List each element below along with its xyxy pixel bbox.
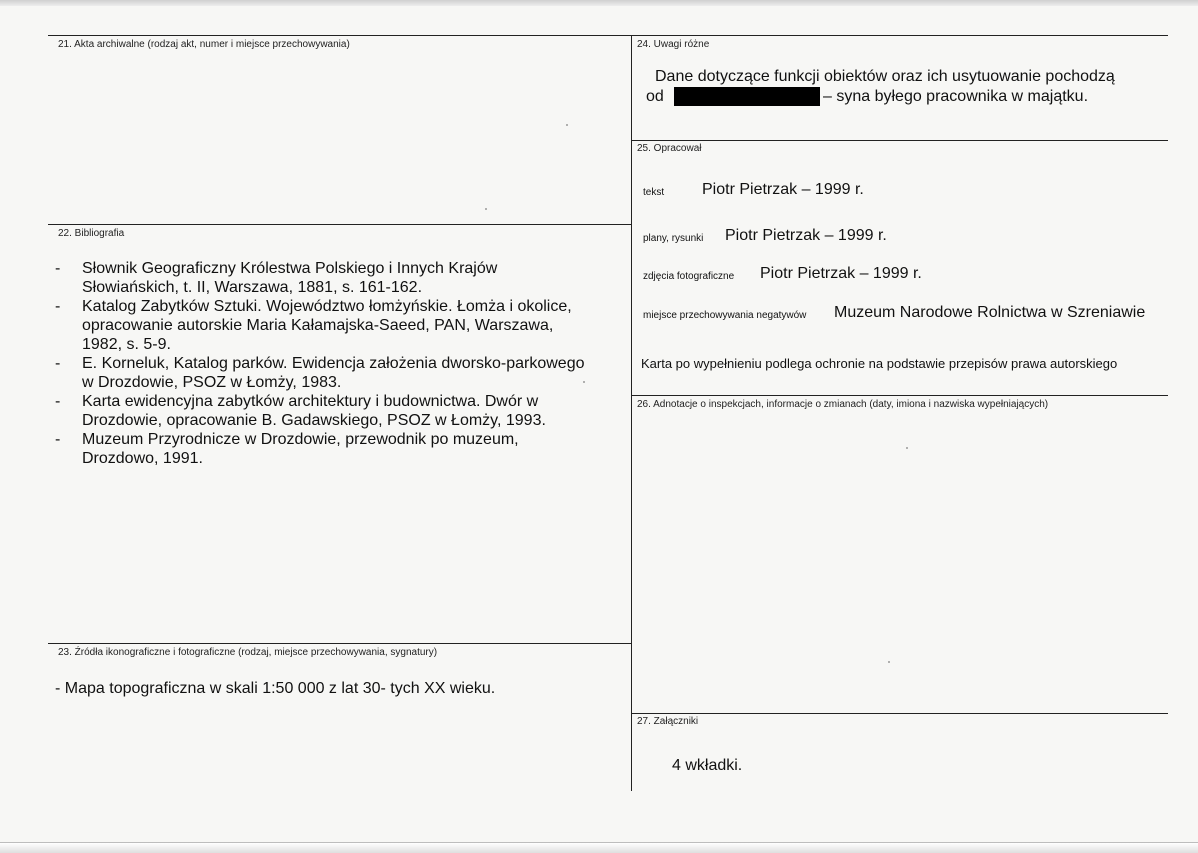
author-drawings-label: plany, rysunki: [643, 233, 704, 244]
scan-top-edge: [0, 0, 1198, 6]
section-27-label: 27. Załączniki: [637, 716, 699, 727]
author-drawings-value: Piotr Pietrzak – 1999 r.: [725, 227, 887, 244]
rule-25-26: [631, 395, 1168, 396]
scan-speck: [888, 661, 890, 663]
author-text-label: tekst: [643, 187, 665, 198]
attachments-value: 4 wkładki.: [672, 757, 743, 774]
section-22-label: 22. Bibliografia: [58, 228, 125, 239]
remarks-line-2-prefix: od: [646, 88, 664, 105]
section-21-label: 21. Akta archiwalne (rodzaj akt, numer i miejsce przechowywania): [58, 39, 350, 50]
section-26-label: 26. Adnotacje o inspekcjach, informacje o zmianach (daty, imiona i nazwiska wypełniających): [637, 399, 1049, 410]
copyright-notice: Karta po wypełnieniu podlega ochronie na podstawie przepisów prawa autorskiego: [641, 356, 1118, 371]
scan-speck: [906, 447, 908, 449]
section-25-label: 25. Opracował: [637, 143, 702, 154]
negatives-location-value: Muzeum Narodowe Rolnictwa w Szreniawie: [834, 304, 1146, 321]
bibliography-item: - Karta ewidencyjna zabytków architektury i budownictwa. Dwór w Drozdowie, opracowanie B. Gadawskiego, PSOZ w Łomży, 1993.: [55, 393, 546, 429]
bibliography-item: - Muzeum Przyrodnicze w Drozdowie, przewodnik po muzeum, Drozdowo, 1991.: [55, 431, 519, 467]
remarks-line-2-suffix: – syna byłego pracownika w majątku.: [823, 88, 1089, 105]
author-text-value: Piotr Pietrzak – 1999 r.: [702, 181, 864, 198]
bibliography-list: [55, 259, 635, 468]
scan-speck: [566, 124, 568, 126]
author-photos-value: Piotr Pietrzak – 1999 r.: [760, 265, 922, 282]
bibliography-item: - Katalog Zabytków Sztuki. Województwo łomżyńskie. Łomża i okolice, opracowanie autorskie Maria Kałamajska-Saeed, PAN, Warszawa, 1982, s. 5-9.: [55, 298, 572, 353]
scan-bottom-edge: [0, 842, 1198, 853]
bibliography-item: - Słownik Geograficzny Królestwa Polskiego i Innych Krajów Słowiańskich, t. II, Warszawa, 1881, s. 161-162.: [55, 260, 498, 296]
scan-speck: [485, 208, 487, 210]
negatives-location-label: miejsce przechowywania negatywów: [643, 310, 807, 321]
redacted-name-block: [674, 87, 820, 106]
rule-top-left: [48, 35, 632, 36]
bibliography-item: - E. Korneluk, Katalog parków. Ewidencja założenia dworsko-parkowego w Drozdowie, PSOZ w Łomży, 1983.: [55, 355, 585, 391]
rule-21-22: [48, 224, 632, 225]
section-24-label: 24. Uwagi różne: [637, 39, 710, 50]
scan-speck: [583, 381, 585, 383]
rule-top-right: [631, 35, 1168, 36]
rule-24-25: [631, 140, 1168, 141]
section-23-label: 23. Źródła ikonograficzne i fotograficzne (rodzaj, miejsce przechowywania, sygnatury): [58, 647, 438, 658]
rule-26-27: [631, 713, 1168, 714]
author-photos-label: zdjęcia fotograficzne: [643, 271, 735, 282]
rule-22-23: [48, 643, 632, 644]
remarks-line-1: Dane dotyczące funkcji obiektów oraz ich usytuowanie pochodzą: [655, 68, 1115, 85]
iconographic-source-text: - Mapa topograficzna w skali 1:50 000 z lat 30- tych XX wieku.: [55, 680, 496, 697]
